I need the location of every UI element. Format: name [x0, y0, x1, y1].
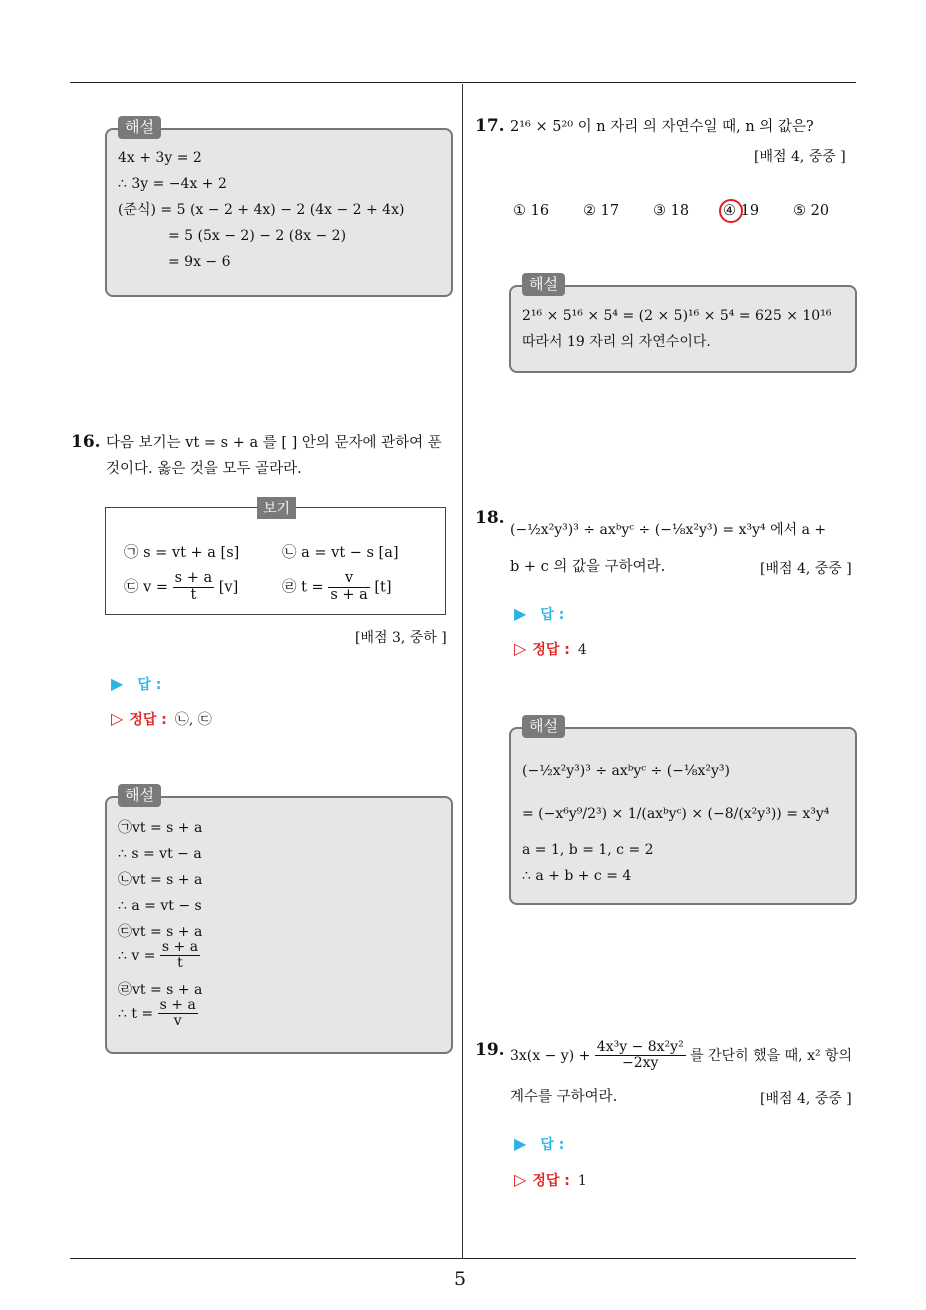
- column-divider: [462, 84, 463, 1258]
- q15-solution-line-4: = 5 (5x − 2) − 2 (8x − 2): [168, 228, 347, 244]
- q16-solution-line-6: ∴ v = $\frac{s + a}{t}$: [118, 939, 199, 972]
- q18-answer-label: 답 :: [540, 607, 565, 623]
- q16-number: 16.: [71, 432, 101, 452]
- q18-solution-line-3: a = 1, b = 1, c = 2: [522, 842, 654, 858]
- q19-correct-value: 1: [577, 1173, 587, 1189]
- q16-correct-answer: [111, 709, 212, 729]
- q19-answer-label: 답 :: [540, 1137, 565, 1153]
- q17-solution-line-1: 2¹⁶ × 5¹⁶ × 5⁴ = (2 × 5)¹⁶ × 5⁴ = 625 × 10¹⁶: [522, 308, 832, 324]
- header-rule: [70, 82, 856, 83]
- footer-rule: [70, 1258, 856, 1259]
- q17-choice-4[interactable]: ④ 19: [723, 203, 760, 219]
- q18-score: [배점 4, 중중 ]: [760, 561, 852, 577]
- q17-number: 17.: [475, 116, 505, 136]
- q16-solution-line-3: ㉡vt = s + a: [118, 872, 203, 888]
- q18-correct-label: 정답 :: [532, 642, 570, 658]
- q16-answer-field[interactable]: [111, 674, 161, 694]
- outline-triangle-icon: ▷: [514, 1170, 527, 1189]
- q16-solution-tag: 해설: [118, 784, 161, 807]
- q18-text-line-1: (−½x²y³)³ ÷ axᵇyᶜ ÷ (−⅛x²y³) = x³y⁴ 에서 a +: [510, 522, 827, 538]
- q16-solution-line-1: ㉠vt = s + a: [118, 820, 203, 836]
- q15-solution-line-2: ∴ 3y = −4x + 2: [118, 176, 227, 192]
- q15-solution-tag: 해설: [118, 116, 161, 139]
- q16-bogi-item-c: ㉢ v = $\frac{s + a}{t}$ [v]: [124, 570, 239, 603]
- q15-solution-line-5: = 9x − 6: [168, 254, 231, 270]
- play-triangle-icon: ▶: [514, 1134, 527, 1153]
- play-triangle-icon: ▶: [514, 604, 527, 623]
- q16-bogi-label: 보기: [257, 497, 296, 519]
- q16-solution-line-8: ∴ t = $\frac{s + a}{v}$: [118, 997, 196, 1030]
- q18-solution-line-2: = (−x⁶y⁹/2³) × 1/(axᵇyᶜ) × (−8/(x²y³)) = x³y⁴: [522, 806, 830, 822]
- q16-answer-label: 답 :: [137, 677, 162, 693]
- q16-solution-line-5: ㉢vt = s + a: [118, 924, 203, 940]
- q17-text: 2¹⁶ × 5²⁰ 이 n 자리 의 자연수일 때, n 의 값은?: [510, 119, 814, 135]
- q19-correct-answer: [514, 1170, 587, 1190]
- q18-correct-answer: [514, 639, 587, 659]
- q16-solution-line-4: ∴ a = vt − s: [118, 898, 202, 914]
- q16-solution-line-7: ㉣vt = s + a: [118, 982, 203, 998]
- q19-answer-field[interactable]: [514, 1134, 564, 1154]
- q18-number: 18.: [475, 508, 505, 528]
- q19-correct-label: 정답 :: [532, 1173, 570, 1189]
- q17-choice-1[interactable]: ① 16: [513, 203, 550, 219]
- q19-text-line-1: 3x(x − y) + $\frac{\text{4x³y − 8x²y²}}{-2xy}$ 를 간단히 했을 때, x² 항의: [510, 1039, 853, 1072]
- q17-choice-5[interactable]: ⑤ 20: [793, 203, 830, 219]
- page-number: 5: [454, 1268, 467, 1290]
- q15-solution-line-3: (준식) = 5 (x − 2 + 4x) − 2 (4x − 2 + 4x): [118, 202, 405, 218]
- q16-text-line-1: 다음 보기는 vt = s + a 를 [ ] 안의 문자에 관하여 푼: [106, 435, 442, 451]
- q16-text-line-2: 것이다. 옳은 것을 모두 골라라.: [106, 461, 302, 477]
- q18-solution-tag: 해설: [522, 715, 565, 738]
- outline-triangle-icon: ▷: [111, 709, 124, 728]
- play-triangle-icon: ▶: [111, 674, 124, 693]
- q19-score: [배점 4, 중중 ]: [760, 1091, 852, 1107]
- q17-solution-line-2: 따라서 19 자리 의 자연수이다.: [522, 334, 711, 350]
- q18-solution-line-4: ∴ a + b + c = 4: [522, 868, 632, 884]
- selected-circle-icon: [719, 199, 743, 223]
- q19-text-line-2: 계수를 구하여라.: [510, 1089, 618, 1105]
- q18-text-line-2: b + c 의 값을 구하여라.: [510, 559, 666, 575]
- outline-triangle-icon: ▷: [514, 639, 527, 658]
- q17-choice-3[interactable]: ③ 18: [653, 203, 690, 219]
- q16-correct-label: 정답 :: [129, 712, 167, 728]
- q17-solution-box: [509, 285, 857, 373]
- q16-bogi-item-d: ㉣ t = $\frac{v}{s + a}$ [t]: [282, 570, 392, 603]
- q18-solution-line-1: (−½x²y³)³ ÷ axᵇyᶜ ÷ (−⅛x²y³): [522, 763, 730, 779]
- q15-solution-line-1: 4x + 3y = 2: [118, 150, 202, 166]
- q17-score: [배점 4, 중중 ]: [754, 149, 846, 165]
- q17-choice-2[interactable]: ② 17: [583, 203, 620, 219]
- q18-correct-value: 4: [577, 642, 587, 658]
- q16-solution-line-2: ∴ s = vt − a: [118, 846, 202, 862]
- q16-score: [배점 3, 중하 ]: [355, 630, 447, 646]
- q17-solution-tag: 해설: [522, 273, 565, 296]
- q19-number: 19.: [475, 1040, 505, 1060]
- q16-correct-value: ㉡, ㉢: [174, 712, 212, 728]
- q16-bogi-item-a: ㉠ s = vt + a [s]: [124, 545, 240, 561]
- q18-answer-field[interactable]: [514, 604, 564, 624]
- q16-bogi-item-b: ㉡ a = vt − s [a]: [282, 545, 399, 561]
